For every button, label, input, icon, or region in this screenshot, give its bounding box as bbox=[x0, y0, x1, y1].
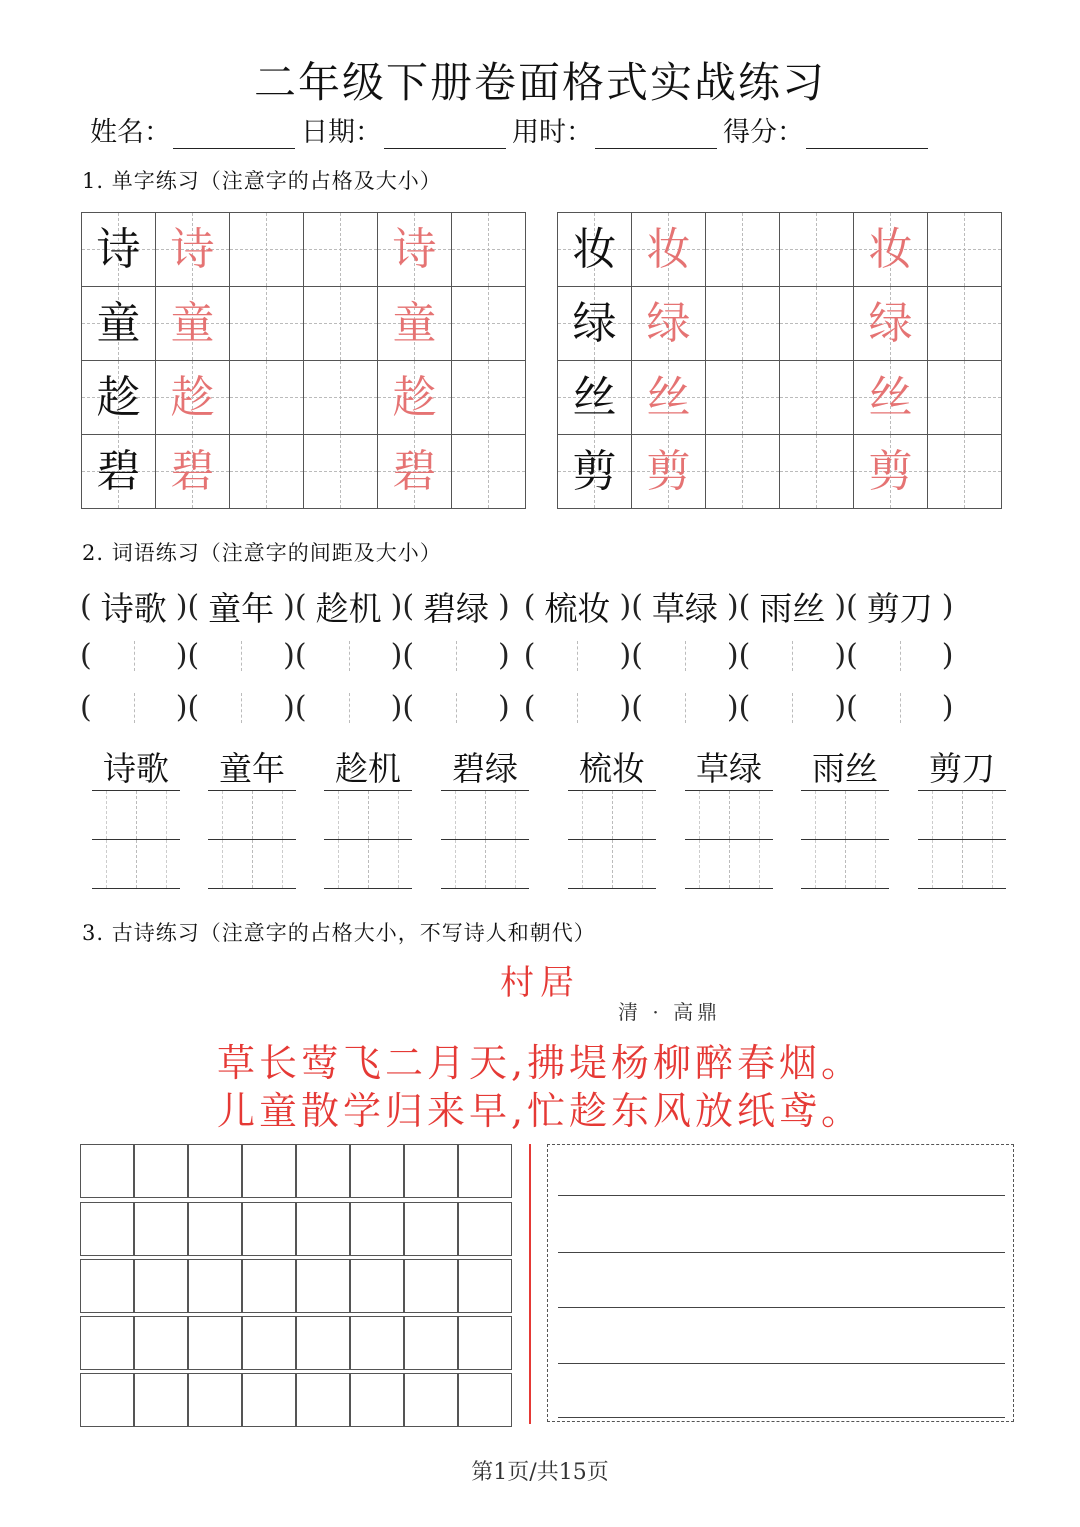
blank-paren[interactable]: ( ) bbox=[846, 690, 954, 725]
writing-cell[interactable] bbox=[706, 361, 780, 435]
word-paren-item bbox=[631, 583, 738, 630]
time-label: 用时： bbox=[512, 117, 593, 148]
underline-blank[interactable] bbox=[92, 791, 180, 840]
word-paren-item bbox=[846, 583, 953, 630]
trace-char: 丝 bbox=[868, 372, 913, 423]
model-char: 童 bbox=[96, 298, 141, 349]
blank-paren[interactable]: ( ) bbox=[80, 690, 188, 725]
underline-blank[interactable] bbox=[801, 840, 889, 889]
writing-line[interactable] bbox=[558, 1363, 1005, 1364]
score-blank[interactable] bbox=[806, 120, 928, 149]
trace-char: 丝 bbox=[646, 372, 691, 423]
writing-cell[interactable] bbox=[458, 1144, 512, 1198]
grid-cell bbox=[378, 213, 452, 287]
writing-cell[interactable] bbox=[350, 1259, 404, 1313]
underline-blank[interactable] bbox=[918, 791, 1006, 840]
writing-cell[interactable] bbox=[296, 1259, 350, 1313]
writing-cell[interactable] bbox=[404, 1373, 458, 1427]
trace-char: 趁 bbox=[392, 372, 437, 423]
paren-open: ( bbox=[402, 589, 415, 624]
grid-cell bbox=[558, 435, 632, 509]
writing-cell[interactable] bbox=[296, 1202, 350, 1256]
writing-cell[interactable] bbox=[80, 1202, 134, 1256]
writing-cell[interactable] bbox=[134, 1316, 188, 1370]
poem-writing-grid bbox=[80, 1144, 512, 1427]
trace-char: 碧 bbox=[170, 446, 215, 497]
writing-cell[interactable] bbox=[296, 1316, 350, 1370]
paren-open: ( bbox=[187, 589, 200, 624]
grid-cell bbox=[632, 361, 706, 435]
writing-cell[interactable] bbox=[350, 1144, 404, 1198]
underline-blank[interactable] bbox=[441, 791, 529, 840]
writing-line[interactable] bbox=[558, 1252, 1005, 1253]
writing-cell[interactable] bbox=[242, 1202, 296, 1256]
section-3-heading: 3. 古诗练习（注意字的占格大小，不写诗人和朝代） bbox=[82, 921, 596, 945]
underline-word: 雨丝 bbox=[801, 748, 889, 791]
underline-blank[interactable] bbox=[685, 840, 773, 889]
trace-char: 绿 bbox=[868, 298, 913, 349]
writing-cell[interactable] bbox=[458, 1316, 512, 1370]
writing-cell[interactable] bbox=[452, 361, 526, 435]
grid-cell bbox=[558, 361, 632, 435]
grid-cell bbox=[854, 435, 928, 509]
writing-cell[interactable] bbox=[780, 287, 854, 361]
lined-writing-box[interactable] bbox=[547, 1144, 1014, 1422]
date-blank[interactable] bbox=[384, 120, 506, 149]
trace-char: 童 bbox=[392, 298, 437, 349]
grid-cell bbox=[632, 213, 706, 287]
grid-cell bbox=[82, 435, 156, 509]
paren-close: ) bbox=[390, 589, 403, 624]
grid-cell bbox=[156, 213, 230, 287]
word-text: 诗歌 bbox=[100, 589, 167, 628]
grid-cell bbox=[82, 287, 156, 361]
blank-paren[interactable]: ( ) bbox=[631, 638, 739, 673]
underline-blank[interactable] bbox=[208, 791, 296, 840]
writing-cell[interactable] bbox=[928, 435, 1002, 509]
writing-cell[interactable] bbox=[304, 435, 378, 509]
writing-cell[interactable] bbox=[458, 1202, 512, 1256]
writing-cell[interactable] bbox=[452, 435, 526, 509]
name-label: 姓名： bbox=[90, 117, 171, 148]
underline-word-group bbox=[568, 748, 656, 889]
word-paren-item bbox=[295, 583, 402, 630]
grid-row bbox=[80, 1144, 512, 1198]
paren-open: ( bbox=[80, 589, 92, 624]
grid-cell bbox=[82, 213, 156, 287]
model-char: 绿 bbox=[572, 298, 617, 349]
writing-cell[interactable] bbox=[404, 1259, 458, 1313]
writing-cell[interactable] bbox=[404, 1144, 458, 1198]
model-char: 妆 bbox=[572, 224, 617, 275]
writing-cell[interactable] bbox=[928, 213, 1002, 287]
underline-blank[interactable] bbox=[685, 791, 773, 840]
word-text: 碧绿 bbox=[423, 589, 490, 628]
writing-cell[interactable] bbox=[188, 1202, 242, 1256]
poem-line-1: 草长莺飞二月天,拂堤杨柳醉春烟。 bbox=[216, 1041, 864, 1085]
underline-word: 草绿 bbox=[685, 748, 773, 791]
blank-paren-row bbox=[80, 690, 954, 725]
writing-cell[interactable] bbox=[80, 1144, 134, 1198]
grid-cell bbox=[854, 361, 928, 435]
word-paren-item bbox=[524, 583, 631, 630]
blank-paren[interactable]: ( ) bbox=[402, 638, 510, 673]
writing-cell[interactable] bbox=[928, 287, 1002, 361]
writing-cell[interactable] bbox=[452, 213, 526, 287]
writing-cell[interactable] bbox=[404, 1316, 458, 1370]
word-paren-item bbox=[187, 583, 294, 630]
grid-row bbox=[80, 1316, 512, 1370]
underline-word: 童年 bbox=[208, 748, 296, 791]
grid-cell bbox=[156, 361, 230, 435]
time-field[interactable] bbox=[512, 110, 717, 149]
name-field[interactable] bbox=[90, 110, 295, 149]
date-field[interactable] bbox=[301, 110, 506, 149]
trace-char: 趁 bbox=[170, 372, 215, 423]
model-char: 诗 bbox=[96, 224, 141, 275]
name-blank[interactable] bbox=[173, 120, 295, 149]
info-row bbox=[90, 110, 934, 149]
underline-blank[interactable] bbox=[801, 791, 889, 840]
underline-blank[interactable] bbox=[441, 840, 529, 889]
writing-cell[interactable] bbox=[80, 1259, 134, 1313]
trace-char: 剪 bbox=[646, 446, 691, 497]
paren-close: ) bbox=[726, 589, 739, 624]
word-paren-item bbox=[739, 583, 846, 630]
blank-paren[interactable]: ( ) bbox=[294, 690, 403, 725]
model-char: 碧 bbox=[96, 446, 141, 497]
page-number: 第1页/共15页 bbox=[471, 1460, 609, 1485]
writing-cell[interactable] bbox=[188, 1316, 242, 1370]
word-text: 草绿 bbox=[651, 589, 718, 628]
writing-cell[interactable] bbox=[350, 1202, 404, 1256]
section-2-heading: 2. 词语练习（注意字的间距及大小） bbox=[82, 541, 442, 565]
writing-cell[interactable] bbox=[780, 213, 854, 287]
underline-word-group bbox=[324, 748, 412, 889]
paren-open: ( bbox=[631, 589, 643, 624]
model-char: 剪 bbox=[572, 446, 617, 497]
writing-cell[interactable] bbox=[80, 1373, 134, 1427]
writing-cell[interactable] bbox=[296, 1144, 350, 1198]
grid-cell bbox=[854, 213, 928, 287]
writing-cell[interactable] bbox=[928, 361, 1002, 435]
writing-cell[interactable] bbox=[458, 1373, 512, 1427]
model-char: 趁 bbox=[96, 372, 141, 423]
grid-cell bbox=[378, 287, 452, 361]
date-label: 日期： bbox=[301, 117, 382, 148]
underline-blank[interactable] bbox=[324, 840, 412, 889]
blank-paren[interactable]: ( ) bbox=[187, 690, 295, 725]
writing-cell[interactable] bbox=[304, 213, 378, 287]
red-divider bbox=[529, 1144, 531, 1424]
writing-cell[interactable] bbox=[242, 1144, 296, 1198]
grid-cell bbox=[378, 435, 452, 509]
paren-open: ( bbox=[294, 589, 307, 624]
grid-cell bbox=[854, 287, 928, 361]
blank-paren[interactable]: ( ) bbox=[187, 638, 295, 673]
grid-row bbox=[82, 213, 526, 287]
writing-line[interactable] bbox=[558, 1195, 1005, 1196]
writing-cell[interactable] bbox=[134, 1144, 188, 1198]
writing-cell[interactable] bbox=[134, 1259, 188, 1313]
time-blank[interactable] bbox=[595, 120, 717, 149]
writing-cell[interactable] bbox=[452, 287, 526, 361]
writing-cell[interactable] bbox=[350, 1373, 404, 1427]
poem-line-2: 儿童散学归来早,忙趁东风放纸鸢。 bbox=[216, 1089, 864, 1133]
blank-paren[interactable]: ( ) bbox=[631, 690, 739, 725]
writing-cell[interactable] bbox=[304, 361, 378, 435]
word-paren-item bbox=[402, 583, 509, 630]
writing-cell[interactable] bbox=[242, 1259, 296, 1313]
underline-word: 趁机 bbox=[324, 748, 412, 791]
underline-word: 诗歌 bbox=[92, 748, 180, 791]
underline-word: 碧绿 bbox=[441, 748, 529, 791]
grid-row bbox=[80, 1202, 512, 1256]
model-char: 丝 bbox=[572, 372, 617, 423]
writing-line[interactable] bbox=[558, 1417, 1005, 1418]
trace-char: 妆 bbox=[868, 224, 913, 275]
underline-word: 梳妆 bbox=[568, 748, 656, 791]
blank-paren[interactable]: ( ) bbox=[523, 638, 632, 673]
poem-title: 村居 bbox=[500, 963, 580, 1003]
underline-word: 剪刀 bbox=[918, 748, 1006, 791]
underline-blank[interactable] bbox=[918, 840, 1006, 889]
grid-row bbox=[82, 361, 526, 435]
underline-blank[interactable] bbox=[324, 791, 412, 840]
blank-paren[interactable]: ( ) bbox=[738, 638, 847, 673]
writing-cell[interactable] bbox=[230, 361, 304, 435]
writing-cell[interactable] bbox=[230, 287, 304, 361]
grid-row bbox=[558, 213, 1002, 287]
word-text: 童年 bbox=[208, 589, 275, 628]
trace-char: 诗 bbox=[170, 224, 215, 275]
score-label: 得分： bbox=[723, 117, 804, 148]
writing-cell[interactable] bbox=[296, 1373, 350, 1427]
grid-cell bbox=[156, 287, 230, 361]
grid-row bbox=[82, 287, 526, 361]
underline-word-group bbox=[801, 748, 889, 889]
grid-cell bbox=[558, 287, 632, 361]
underline-blank[interactable] bbox=[568, 791, 656, 840]
writing-cell[interactable] bbox=[706, 287, 780, 361]
paren-close: ) bbox=[834, 589, 847, 624]
paren-close: ) bbox=[619, 589, 632, 624]
writing-cell[interactable] bbox=[134, 1373, 188, 1427]
underline-word-group bbox=[685, 748, 773, 889]
word-text: 梳妆 bbox=[544, 589, 611, 628]
writing-cell[interactable] bbox=[188, 1373, 242, 1427]
trace-char: 绿 bbox=[646, 298, 691, 349]
blank-paren[interactable]: ( ) bbox=[80, 638, 188, 673]
blank-paren-row bbox=[80, 638, 954, 673]
paren-close: ) bbox=[498, 589, 510, 624]
blank-paren[interactable]: ( ) bbox=[523, 690, 632, 725]
blank-paren[interactable]: ( ) bbox=[294, 638, 403, 673]
writing-line[interactable] bbox=[558, 1307, 1005, 1308]
writing-cell[interactable] bbox=[780, 361, 854, 435]
grid-cell bbox=[82, 361, 156, 435]
underline-blank[interactable] bbox=[92, 840, 180, 889]
trace-char: 童 bbox=[170, 298, 215, 349]
char-grid-left bbox=[81, 212, 526, 509]
underline-word-group bbox=[441, 748, 529, 889]
writing-cell[interactable] bbox=[458, 1259, 512, 1313]
paren-close: ) bbox=[175, 589, 188, 624]
writing-cell[interactable] bbox=[230, 213, 304, 287]
writing-cell[interactable] bbox=[80, 1316, 134, 1370]
writing-cell[interactable] bbox=[188, 1144, 242, 1198]
word-text: 雨丝 bbox=[759, 589, 826, 628]
grid-row bbox=[80, 1259, 512, 1313]
word-paren-row bbox=[80, 583, 954, 630]
grid-cell bbox=[378, 361, 452, 435]
word-paren-item bbox=[80, 583, 187, 630]
grid-row bbox=[82, 435, 526, 509]
writing-cell[interactable] bbox=[134, 1202, 188, 1256]
writing-cell[interactable] bbox=[350, 1316, 404, 1370]
underline-blank[interactable] bbox=[568, 840, 656, 889]
trace-char: 碧 bbox=[392, 446, 437, 497]
section-1-heading: 1. 单字练习（注意字的占格及大小） bbox=[82, 169, 442, 193]
grid-cell bbox=[156, 435, 230, 509]
grid-cell bbox=[632, 435, 706, 509]
paren-close: ) bbox=[283, 589, 295, 624]
writing-cell[interactable] bbox=[780, 435, 854, 509]
score-field[interactable] bbox=[723, 110, 928, 149]
paren-open: ( bbox=[523, 589, 536, 624]
grid-row bbox=[558, 435, 1002, 509]
writing-cell[interactable] bbox=[230, 435, 304, 509]
page-title: 二年级下册卷面格式实战练习 bbox=[253, 58, 826, 107]
word-text: 趁机 bbox=[315, 589, 382, 628]
underline-blank[interactable] bbox=[208, 840, 296, 889]
writing-cell[interactable] bbox=[304, 287, 378, 361]
blank-paren[interactable]: ( ) bbox=[846, 638, 954, 673]
writing-cell[interactable] bbox=[188, 1259, 242, 1313]
paren-open: ( bbox=[846, 589, 858, 624]
grid-cell bbox=[558, 213, 632, 287]
grid-row bbox=[558, 361, 1002, 435]
trace-char: 剪 bbox=[868, 446, 913, 497]
blank-paren[interactable]: ( ) bbox=[402, 690, 510, 725]
grid-row bbox=[80, 1373, 512, 1427]
grid-cell bbox=[632, 287, 706, 361]
writing-cell[interactable] bbox=[404, 1202, 458, 1256]
paren-open: ( bbox=[738, 589, 751, 624]
trace-char: 诗 bbox=[392, 224, 437, 275]
trace-char: 妆 bbox=[646, 224, 691, 275]
writing-cell[interactable] bbox=[706, 435, 780, 509]
word-text: 剪刀 bbox=[866, 589, 933, 628]
poem-author: 清 · 高鼎 bbox=[618, 1000, 722, 1024]
underline-word-group bbox=[92, 748, 180, 889]
blank-paren[interactable]: ( ) bbox=[738, 690, 847, 725]
char-grid-right bbox=[557, 212, 1002, 509]
writing-cell[interactable] bbox=[242, 1373, 296, 1427]
writing-cell[interactable] bbox=[242, 1316, 296, 1370]
writing-cell[interactable] bbox=[706, 213, 780, 287]
paren-close: ) bbox=[941, 589, 954, 624]
grid-row bbox=[558, 287, 1002, 361]
underline-word-group bbox=[918, 748, 1006, 889]
underline-word-group bbox=[208, 748, 296, 889]
